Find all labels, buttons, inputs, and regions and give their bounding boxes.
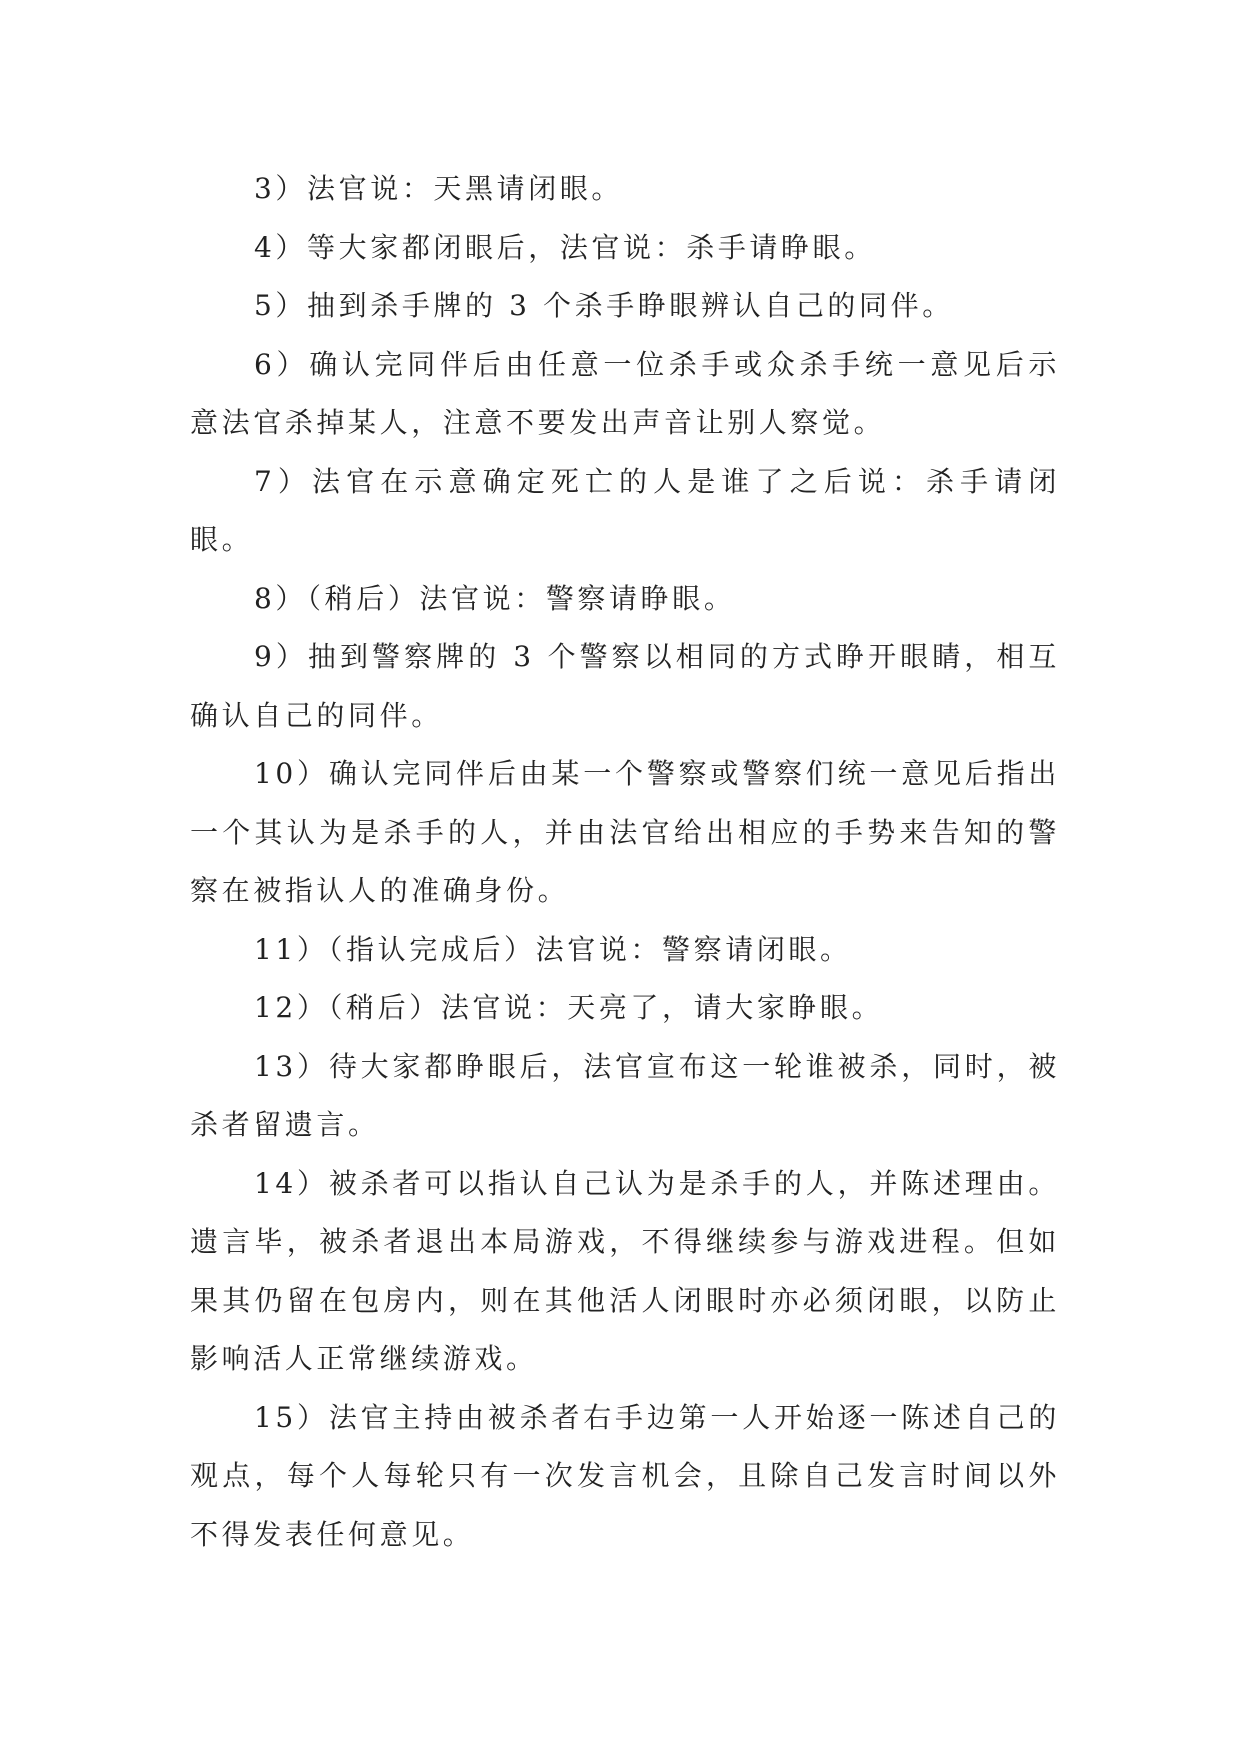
rule-step-5: 5）抽到杀手牌的 3 个杀手睁眼辨认自己的同伴。 [254,289,954,322]
rule-step-11: 11）（指认完成后）法官说：警察请闭眼。 [254,932,852,966]
rule-step-6: 6）确认完同伴后由任意一位杀手或众杀手统一意见后示意法官杀掉某人，注意不要发出声音让别人察觉。 [190,347,1060,439]
rule-step-3: 3）法官说：天黑请闭眼。 [254,172,624,205]
rule-step-14: 14）被杀者可以指认自己认为是杀手的人，并陈述理由。遗言毕，被杀者退出本局游戏，不得继续参与游戏进程。但如果其仍留在包房内，则在其他活人闭眼时亦必须闭眼，以防止影响活人正常继续游戏。 [190,1166,1060,1375]
rule-step-10: 10）确认完同伴后由某一个警察或警察们统一意见后指出一个其认为是杀手的人，并由法官给出相应的手势来告知的警察在被指认人的准确身份。 [190,757,1060,907]
rule-step-9: 9）抽到警察牌的 3 个警察以相同的方式睁开眼睛，相互确认自己的同伴。 [190,640,1060,732]
rule-step-7: 7）法官在示意确定死亡的人是谁了之后说：杀手请闭眼。 [190,464,1060,556]
rule-step-4: 4）等大家都闭眼后，法官说：杀手请睁眼。 [254,230,876,264]
document-body [190,160,1060,1564]
rule-step-12: 12）（稍后）法官说：天亮了，请大家睁眼。 [254,991,884,1024]
rule-step-15: 15）法官主持由被杀者右手边第一人开始逐一陈述自己的观点，每个人每轮只有一次发言机会，且除自己发言时间以外不得发表任何意见。 [190,1400,1060,1551]
rule-step-8: 8）（稍后）法官说：警察请睁眼。 [254,581,736,615]
rule-step-13: 13）待大家都睁眼后，法官宣布这一轮谁被杀，同时，被杀者留遗言。 [190,1049,1060,1141]
